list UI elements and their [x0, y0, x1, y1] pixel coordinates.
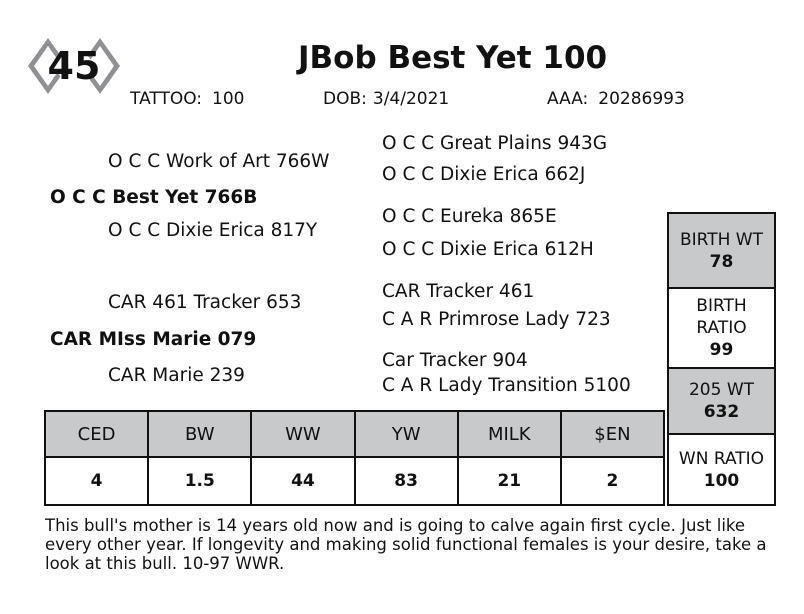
birth-ratio-box	[669, 287, 774, 367]
pedigree-sire-dam: O C C Dixie Erica 817Y	[108, 220, 318, 241]
weaning-ratio-value: 100	[703, 470, 740, 491]
birth-weight-label: BIRTH WT	[679, 229, 764, 250]
epd-value-bw: 1.5	[149, 458, 252, 504]
birth-ratio-label-line1: BIRTH	[696, 296, 747, 316]
pedigree-sire-sire: O C C Work of Art 766W	[108, 151, 330, 172]
animal-name: JBob Best Yet 100	[298, 40, 608, 76]
pedigree-dam-dam-dam: C A R Lady Transition 5100	[382, 375, 631, 396]
epd-header-bw: BW	[149, 412, 252, 456]
epd-header-yw: YW	[356, 412, 459, 456]
sale-notes: This bull's mother is 14 years old now and is going to calve again first cycle. Just like every other year. If longevity and making solid functional females is your desire, take a look at this bull. 10-97 WWR.	[45, 516, 767, 573]
epd-value-ced: 4	[46, 458, 149, 504]
lot-badge	[26, 36, 122, 96]
weaning-ratio-box	[669, 433, 774, 504]
aaa-value: 20286993	[598, 89, 685, 109]
aaa-label: AAA:	[547, 89, 589, 109]
pedigree-dam-sire-sire: CAR Tracker 461	[382, 281, 535, 302]
epd-value-ww: 44	[252, 458, 355, 504]
pedigree-dam-dam: CAR Marie 239	[108, 365, 245, 386]
epd-value-yw: 83	[356, 458, 459, 504]
pedigree-sire-dam-sire: O C C Eureka 865E	[382, 206, 557, 227]
lot-number: 45	[47, 44, 101, 88]
birth-weight-box	[669, 214, 774, 287]
weaning-ratio-label: WN RATIO	[678, 448, 765, 469]
pedigree-dam-sire: CAR 461 Tracker 653	[108, 292, 302, 313]
weaning-weight-label: 205 WT	[688, 380, 755, 400]
epd-header-ced: CED	[46, 412, 149, 456]
tattoo-label: TATTOO:	[130, 89, 203, 109]
pedigree-dam-sire-dam: C A R Primrose Lady 723	[382, 309, 611, 330]
performance-stats	[667, 212, 776, 506]
pedigree-dam-dam-sire: Car Tracker 904	[382, 350, 528, 371]
tattoo-value: 100	[212, 89, 245, 109]
pedigree-sire-sire-sire: O C C Great Plains 943G	[382, 133, 608, 154]
dob-label: DOB:	[323, 89, 367, 109]
aaa-field	[547, 89, 685, 109]
birth-weight-value: 78	[709, 251, 734, 272]
epd-header-milk: MILK	[459, 412, 562, 456]
epd-value-en: 2	[606, 471, 619, 491]
dob-value: 3/4/2021	[372, 89, 450, 109]
weaning-weight-value: 632	[703, 402, 740, 422]
pedigree-sire-dam-dam: O C C Dixie Erica 612H	[382, 239, 594, 260]
epd-table	[44, 410, 665, 506]
epd-header-en: $EN	[594, 423, 631, 445]
weaning-weight-box	[669, 367, 774, 433]
epd-header-row	[46, 412, 663, 458]
pedigree-sire: O C C Best Yet 766B	[50, 187, 258, 208]
epd-value-milk: 21	[459, 458, 562, 504]
dob-field	[323, 89, 449, 109]
epd-header-ww: WW	[252, 412, 355, 456]
pedigree-sire-sire-dam: O C C Dixie Erica 662J	[382, 164, 586, 185]
birth-ratio-label-line2: RATIO	[696, 318, 747, 338]
epd-value-row	[46, 458, 663, 504]
tattoo-field	[130, 89, 245, 109]
birth-ratio-value: 99	[709, 340, 734, 360]
pedigree-dam: CAR MIss Marie 079	[50, 329, 257, 350]
